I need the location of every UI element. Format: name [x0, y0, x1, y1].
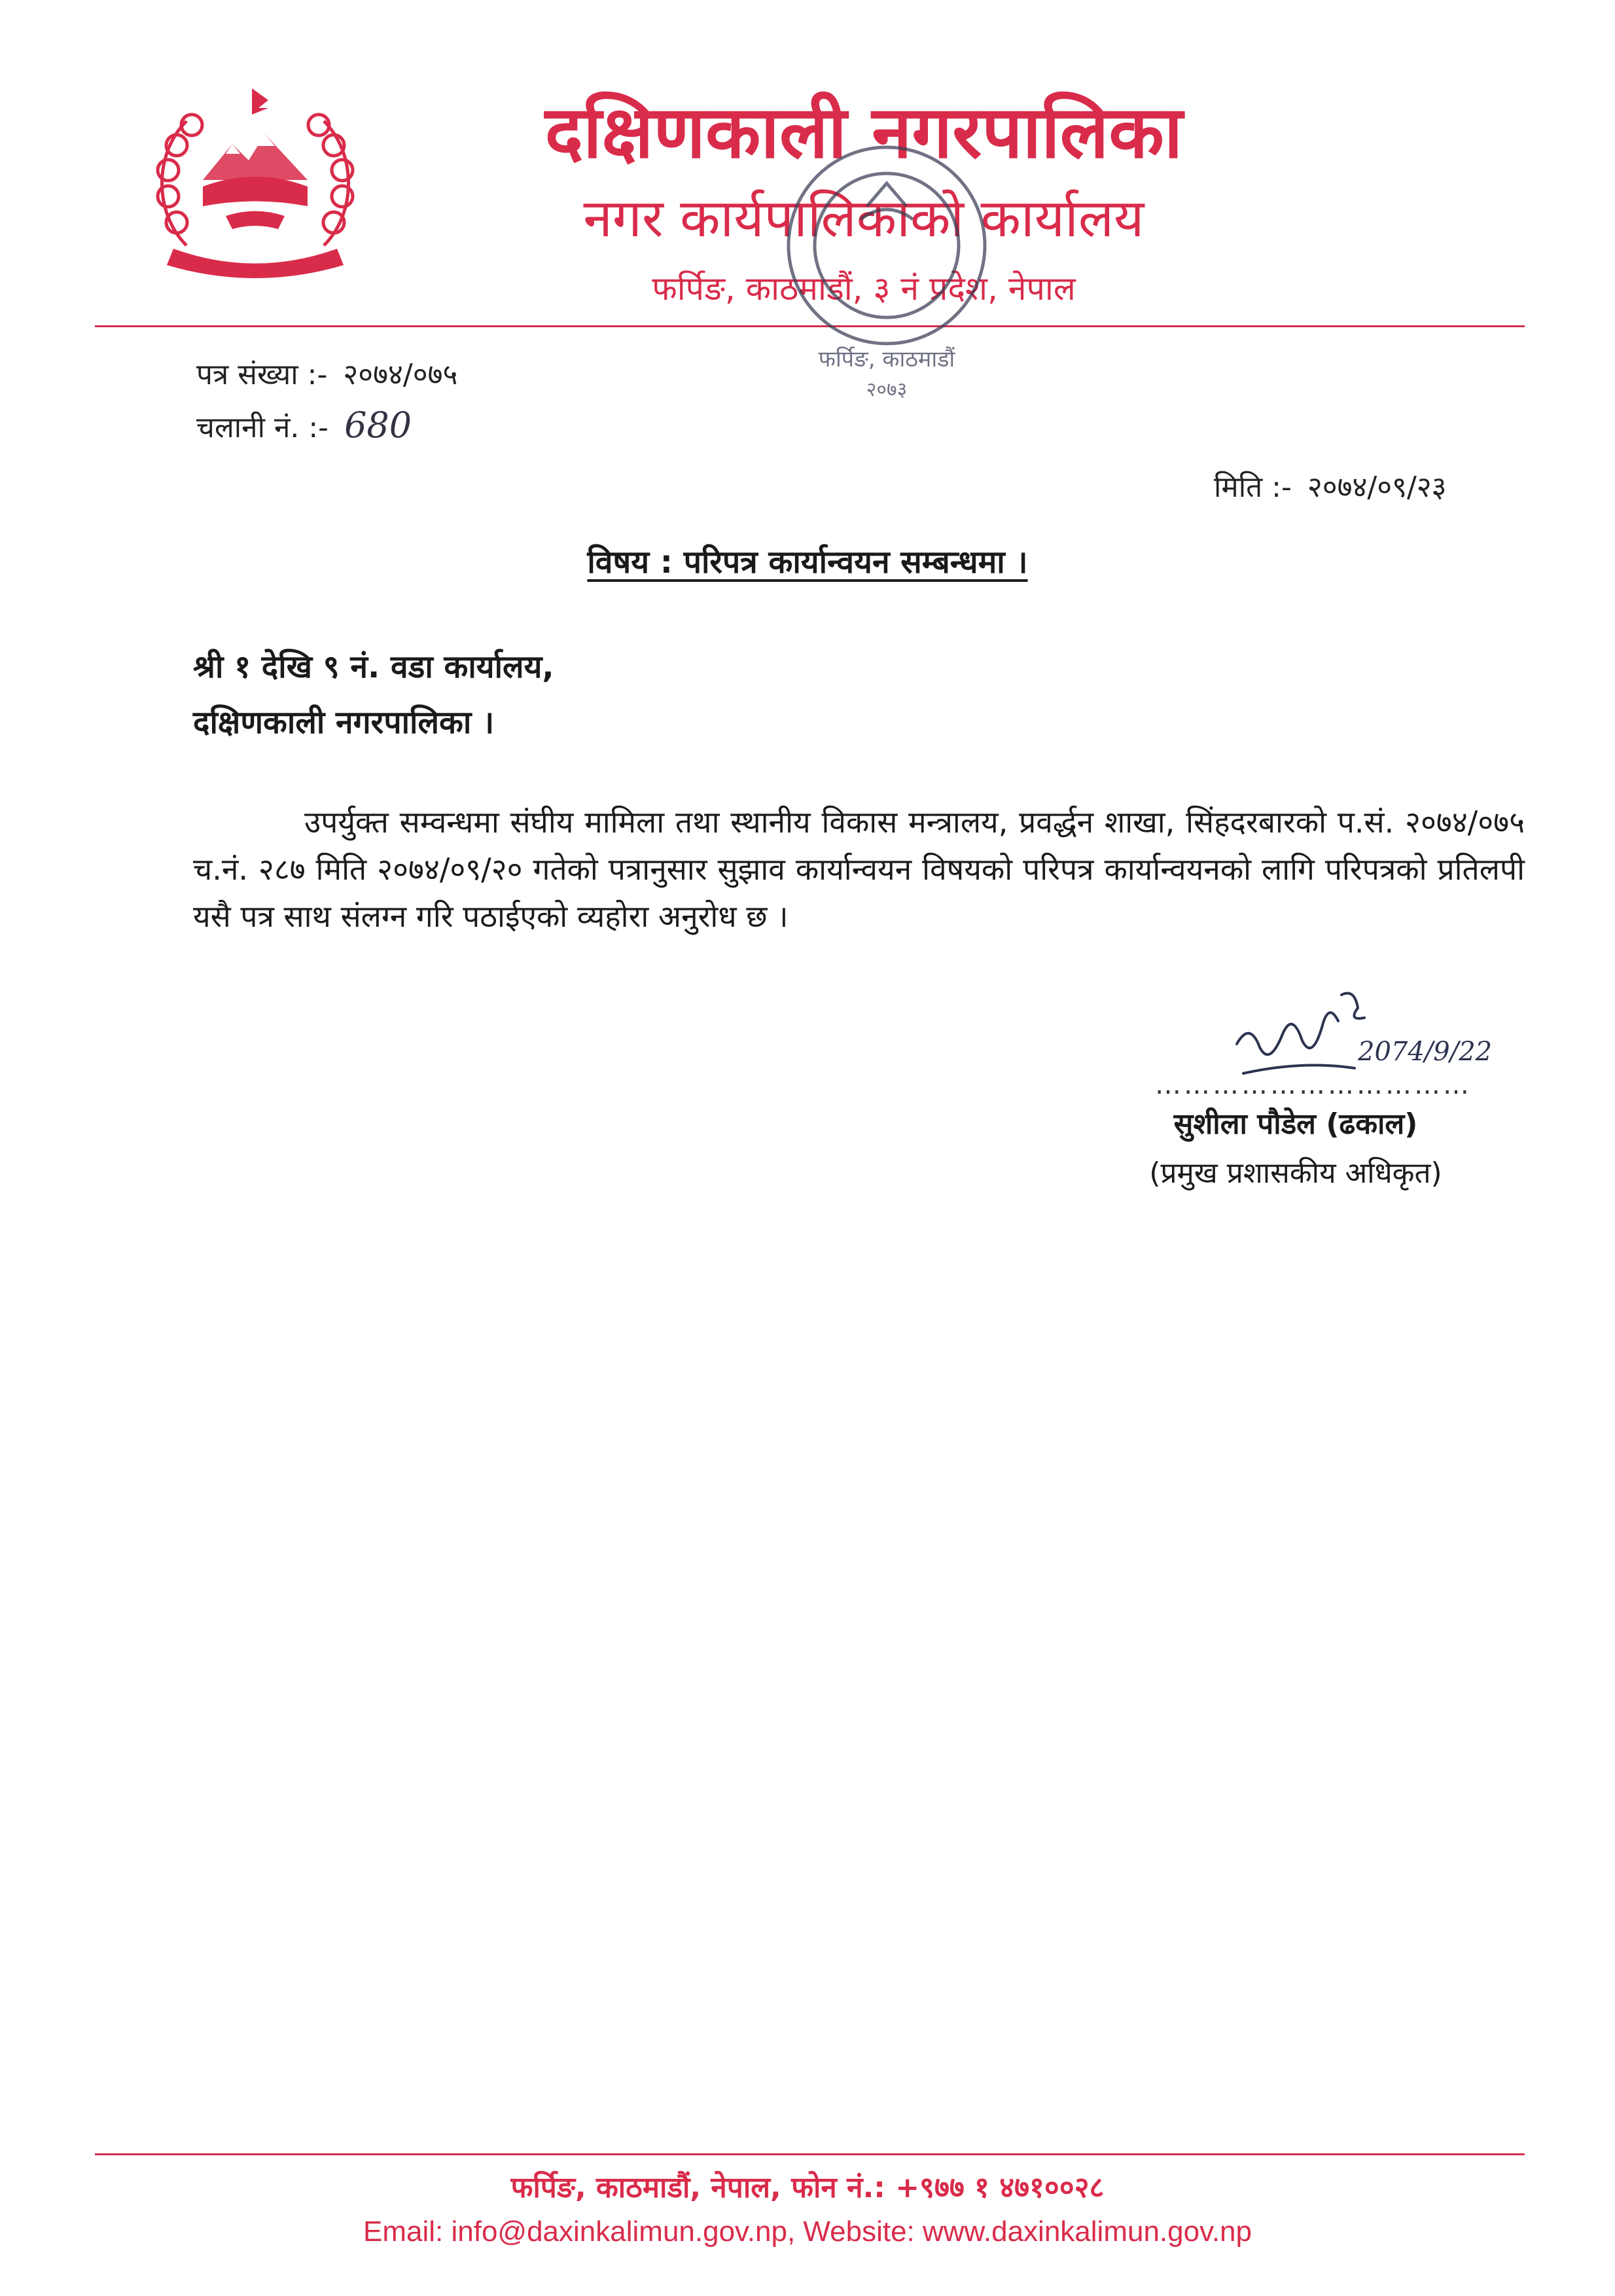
footer-address-phone: फर्पिङ, काठमाडौं, नेपाल, फोन नं.: +९७७ १ ४७१००२८	[510, 2171, 1105, 2204]
chalani-number	[196, 404, 412, 446]
recipient-line-1: श्री १ देखि ९ नं. वडा कार्यालय,	[193, 649, 554, 685]
footer-divider	[95, 2153, 1525, 2155]
signer-name: सुशीला पौडेल (ढकाल)	[1173, 1107, 1418, 1141]
date-value: २०७४/०९/२३	[1307, 471, 1447, 504]
letter-date	[1214, 466, 1447, 505]
letter-body: उपर्युक्त सम्वन्धमा संघीय मामिला तथा स्थानीय विकास मन्त्रालय, प्रवर्द्धन शाखा, सिंहदरबारको प.सं. २०७४/०७५ च.नं. २८७ मिति २०७४/०९/२० गतेको पत्रानुसार सुझाव कार्यान्वयन विषयको परिपत्र कार्यान्वयनको लागि परिपत्रको प्रतिलपी यसै पत्र साथ संलग्न गरि पठाईएको व्यहोरा अनुरोध छ ।	[193, 804, 1525, 935]
office-address: फर्पिङ, काठमाडौं, ३ नं प्रदेश, नेपाल	[652, 270, 1076, 308]
chalani-label: चलानी नं. :-	[196, 411, 329, 444]
date-label: मिति :-	[1214, 471, 1292, 504]
letter-subject	[0, 540, 1615, 583]
office-stamp-icon	[769, 128, 1004, 416]
stamp-location: फर्पिङ, काठमाडौं	[818, 346, 955, 372]
patra-sankhya-value: २०७४/०७५	[343, 358, 458, 391]
subject-text: विषय : परिपत्र कार्यान्वयन सम्बन्धमा ।	[587, 544, 1028, 581]
recipient-line-2: दक्षिणकाली नगरपालिका ।	[193, 704, 495, 741]
signature-date: 2074/9/22	[1358, 1037, 1493, 1067]
organization-name: दक्षिणकाली नगरपालिका	[544, 90, 1183, 174]
footer-email-website: Email: info@daxinkalimun.gov.np, Website: www.daxinkalimun.gov.np	[363, 2215, 1252, 2248]
patra-sankhya	[196, 353, 457, 393]
office-name: नगर कार्यपालिकाको कार्यालय	[583, 188, 1145, 249]
signer-title: (प्रमुख प्रशासकीय अधिकृत)	[1149, 1157, 1442, 1190]
government-emblem-icon	[147, 82, 363, 288]
stamp-year: २०७३	[866, 378, 908, 401]
chalani-value: 680	[344, 404, 412, 446]
signature-line: ……………………………	[1155, 1070, 1472, 1100]
patra-sankhya-label: पत्र संख्या :-	[196, 358, 328, 391]
